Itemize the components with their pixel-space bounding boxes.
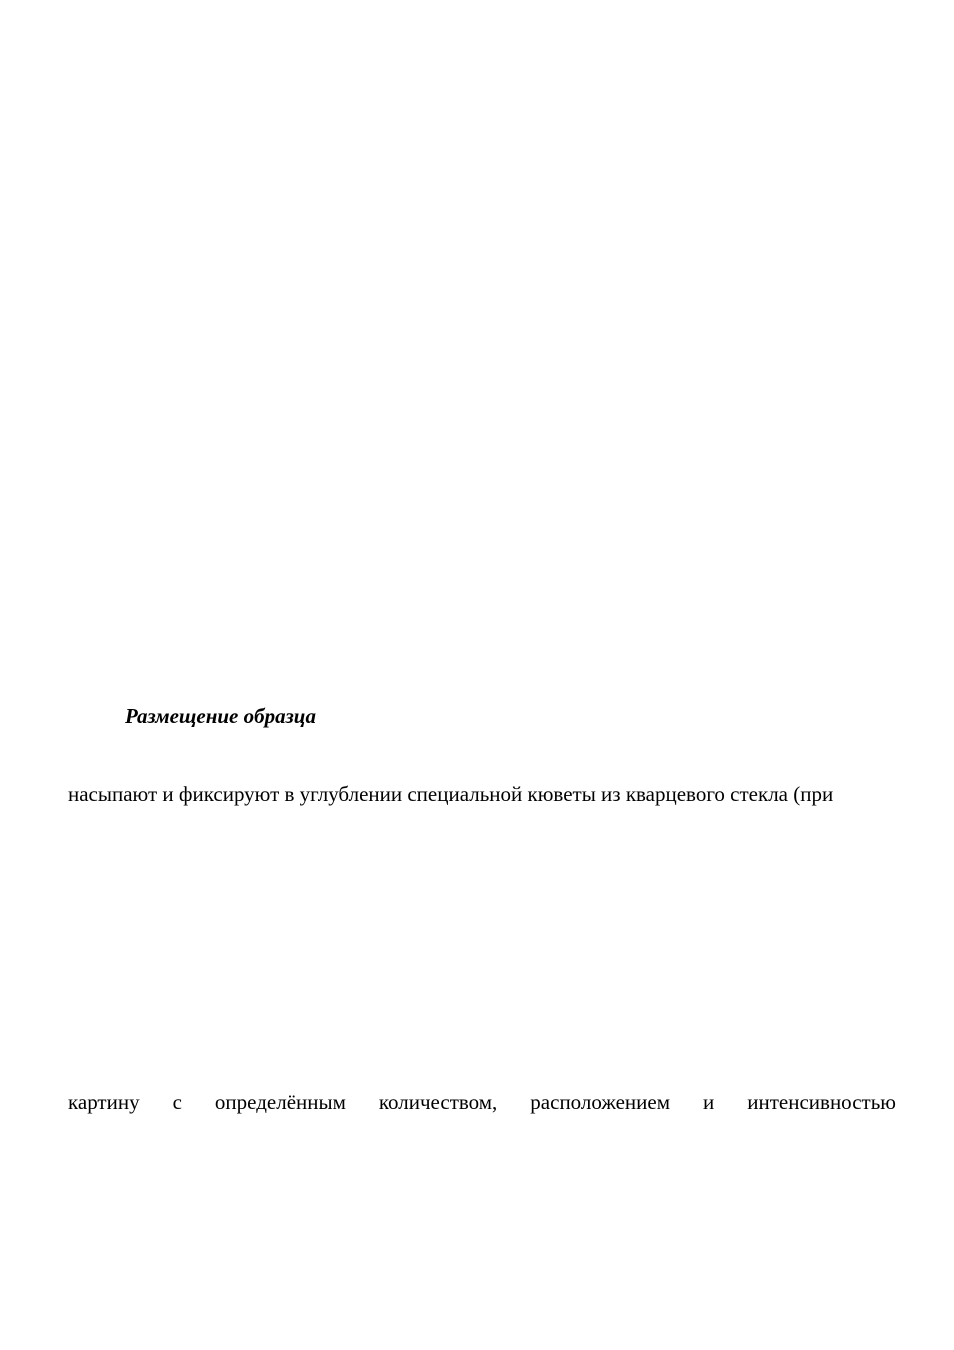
text-word: расположением xyxy=(530,1090,670,1114)
text-word: с xyxy=(172,1090,182,1114)
section-heading: Размещение образца xyxy=(125,704,316,728)
text-word: и xyxy=(703,1090,715,1114)
text-word: определённым xyxy=(214,1090,346,1114)
text-line-2 xyxy=(68,1088,896,1116)
text-word: интенсивностью xyxy=(747,1090,896,1114)
text-word: картину xyxy=(68,1090,140,1114)
text-line-1: насыпают и фиксируют в углублении специальной кюветы из кварцевого стекла (при xyxy=(68,782,834,806)
text-word: количеством, xyxy=(378,1090,498,1114)
